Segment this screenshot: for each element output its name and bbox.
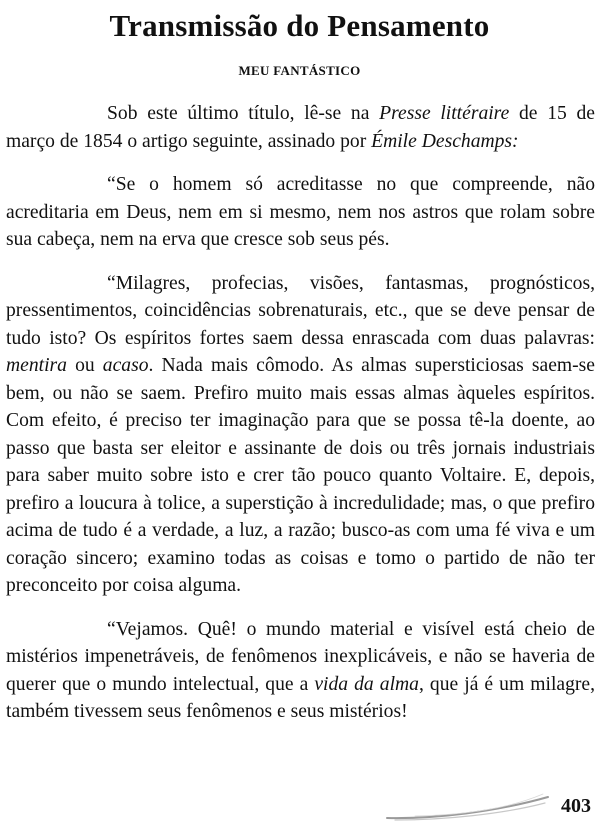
paragraph-2 bbox=[6, 171, 595, 254]
paragraph-4-text-c: , que já é um milagre, também tivessem seus fenômenos e seus mistérios! bbox=[6, 673, 595, 722]
paragraph-3-text-a: “Milagres, profecias, visões, fantasmas, prognósticos, pressentimentos, coincidências sobrenaturais, etc., que se deve pensar de tudo isto? Os espíritos fortes saem dessa enrascada com duas palavras: bbox=[6, 272, 595, 349]
paragraph-4-text-a: “Vejamos. Quê! o mundo material e visível está cheio de mistérios impenetráveis, de fenômenos inexplicáveis, e não se haveria de querer que o mundo intelectual, que a bbox=[6, 618, 595, 695]
article-body bbox=[6, 100, 595, 726]
paragraph-1 bbox=[6, 100, 595, 155]
section-subtitle: MEU FANTÁSTICO bbox=[238, 63, 361, 78]
paragraph-1-italic-b: Presse littéraire bbox=[379, 103, 510, 124]
paragraph-4 bbox=[6, 616, 595, 726]
paragraph-3-text-c: ou bbox=[66, 355, 103, 376]
page-number: 403 bbox=[561, 795, 591, 817]
paragraph-1-italic-d: Émile Deschamps: bbox=[371, 130, 519, 152]
paragraph-3-text-e: . Nada mais cômodo. As almas supersticiosas saem-se bem, ou não se saem. Prefiro muito mais essas almas àqueles espíritos. Com efeito, é preciso ter imaginação para que se possa tê-la doente, ao passo que basta ser eleitor e assinante de dois ou três jornais industriais para saber muito sobre isto e crer tão pouco quanto Voltaire. E, depois, prefiro a loucura à tolice, a superstição à incredulidade; mas, o que prefiro acima de tudo é a verdade, a luz, a razão; busco-as com uma fé viva e um coração sincero; examino todas as coisas e tomo o partido de não ter preconceito por coisa alguma. bbox=[6, 355, 595, 596]
paragraph-4-italic-b: vida da alma bbox=[314, 673, 419, 695]
paragraph-1-text-a: Sob este último título, lê-se na bbox=[107, 103, 380, 124]
page-title: Transmissão do Pensamento bbox=[109, 8, 490, 43]
paragraph-3-italic-d: acaso bbox=[102, 355, 149, 376]
paragraph-3-italic-b: mentira bbox=[6, 355, 67, 376]
footer-swoosh-ornament bbox=[385, 792, 550, 822]
paragraph-3 bbox=[6, 270, 595, 600]
paragraph-1-text-c: de 15 de março de 1854 o artigo seguinte, assinado por bbox=[6, 103, 595, 152]
paragraph-2-text: “Se o homem só acreditasse no que compreende, não acreditaria em Deus, nem em si mesmo, nem nos astros que rolam sobre sua cabeça, nem na erva que cresce sob seus pés. bbox=[6, 174, 595, 250]
